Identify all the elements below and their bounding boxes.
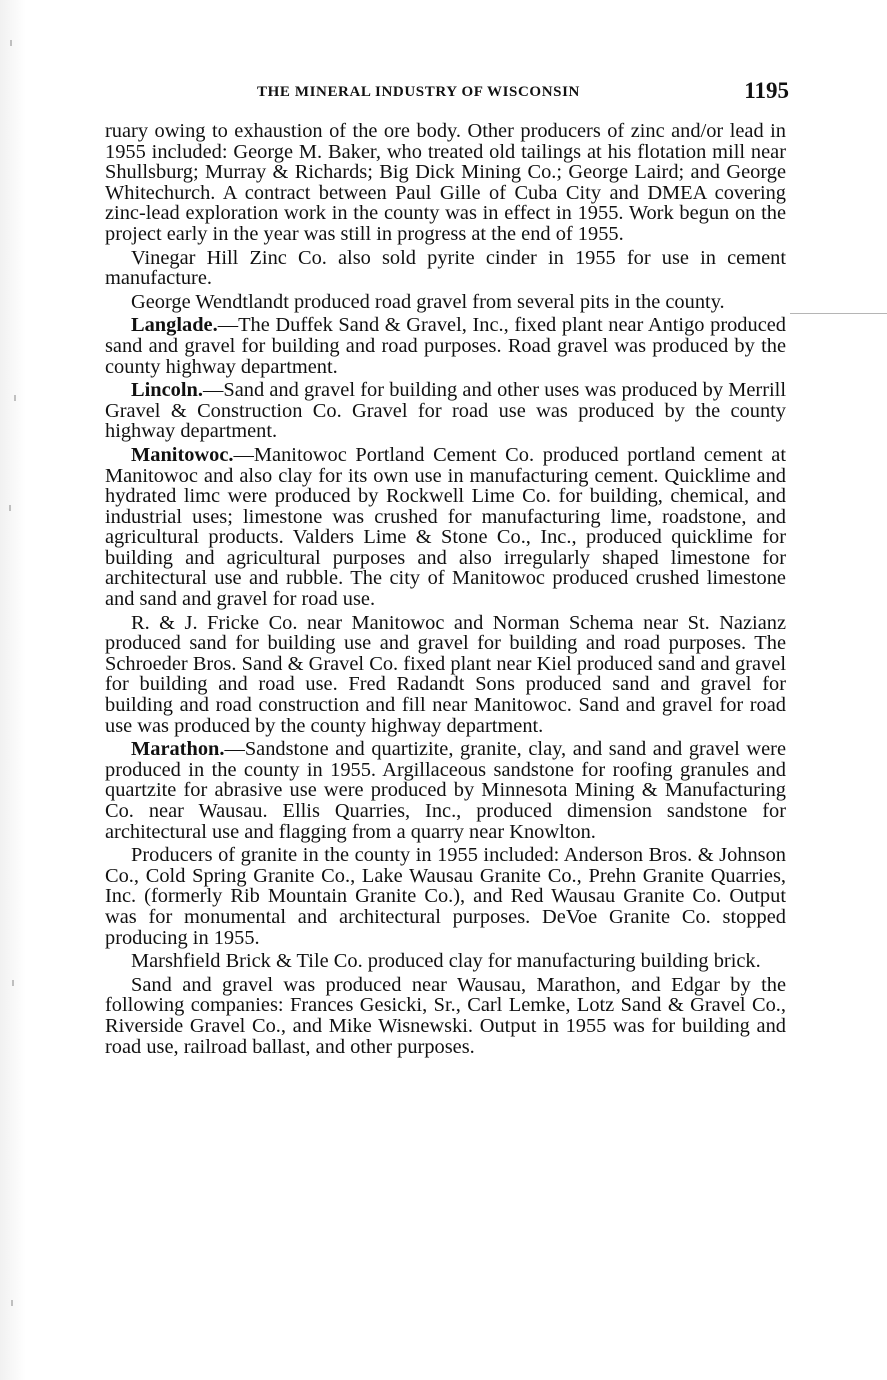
paragraph-text: Vinegar Hill Zinc Co. also sold pyrite cinder in 1955 for use in cement manufacture. [105,246,786,290]
scan-speck [9,505,11,511]
body-text [105,121,786,1060]
running-title: THE MINERAL INDUSTRY OF WISCONSIN [257,84,580,100]
paragraph [105,845,786,948]
paragraph-text: ruary owing to exhaustion of the ore body. Other producers of zinc and/or lead in 1955 included: George M. Baker, who treated old tailings at his flotation mill near Shullsburg; Murray & Richards; Big Dick Mining Co.; George Laird; and George Whitechurch. A contract between Paul Gille of Cuba City and DMEA covering zinc-lead exploration work in the county was in effect in 1955. Work begun on the project early in the year was still in progress at the end of 1955. [105,120,786,245]
scan-speck [12,980,14,986]
scan-speck [14,395,16,401]
paragraph [105,445,786,610]
paragraph-text: —The Duffek Sand & Gravel, Inc., fixed plant near Antigo produced sand and gravel for building and road purposes. Road gravel was produced by the county highway department. [105,314,786,378]
paragraph [105,613,786,737]
paragraph-text: George Wendtlandt produced road gravel from several pits in the county. [131,290,725,313]
page-number: 1195 [744,78,789,103]
scan-speck [10,40,12,46]
running-head [105,80,789,112]
paragraph-text: Marshfield Brick & Tile Co. produced clay for manufacturing building brick. [131,950,761,973]
scan-speck [11,1300,13,1306]
paragraph-text: —Sandstone and quartizite, granite, clay, and sand and gravel were produced in the county in 1955. Argillaceous sandstone for roofing granules and quartzite for abrasive use were produced by Minnesota Mining & Manufacturing Co. near Wausau. Ellis Quarries, Inc., produced dimension sandstone for architectural use and flagging from a quarry near Knowlton. [105,738,786,843]
paragraph-text: —Manitowoc Portland Cement Co. produced portland cement at Manitowoc and also clay for its own use in manufacturing cement. Quicklime and hydrated limc were produced by Rockwell Lime Co. for building, chemical, and industrial uses; limestone was crushed for manufacturing lime, roadstone, and agricultural products. Valders Lime & Stone Co., Inc., produced quicklime for building and agricultural purposes and also irregularly shaped limestone for architectural use and rubble. The city of Manitowoc produced crushed limestone and sand and gravel for road use. [105,443,786,611]
paragraph [105,951,786,972]
paragraph [105,739,786,842]
paragraph-text: Producers of granite in the county in 1955 included: Anderson Bros. & Johnson Co., Cold Spring Granite Co., Lake Wausau Granite Co., Prehn Granite Quarries, Inc. (formerly Rib Mountain Granite Co.), and Red Wausau Granite Co. Output was for monumental and architectural purposes. DeVoe Granite Co. stopped producing in 1955. [105,844,786,949]
county-heading: Manitowoc. [131,443,234,466]
paragraph [105,292,786,313]
paragraph [105,121,786,245]
paragraph [105,315,786,377]
scan-margin-shadow [0,0,26,1380]
paragraph-text: —Sand and gravel for building and other uses was produced by Merrill Gravel & Construction Co. Gravel for road use was produced by the county highway department. [105,379,786,443]
paragraph [105,248,786,289]
county-heading: Langlade. [131,314,218,337]
paragraph [105,975,786,1057]
paragraph-text: R. & J. Fricke Co. near Manitowoc and Norman Schema near St. Nazianz produced sand for building use and gravel for building and road purposes. The Schroeder Bros. Sand & Gravel Co. fixed plant near Kiel produced sand and gravel for building and road use. Fred Radandt Sons produced sand and gravel for building and road construction and fill near Manitowoc. Sand and gravel for road use was produced by the county highway department. [105,611,786,737]
margin-line-mark [790,313,887,314]
paragraph [105,380,786,442]
paragraph-text: Sand and gravel was produced near Wausau, Marathon, and Edgar by the following companies: Frances Gesicki, Sr., Carl Lemke, Lotz Sand & Gravel Co., Riverside Gravel Co., and Mike Wisnewski. Output in 1955 was for building and road use, railroad ballast, and other purposes. [105,973,786,1058]
county-heading: Marathon. [131,738,225,761]
county-heading: Lincoln. [131,379,203,402]
